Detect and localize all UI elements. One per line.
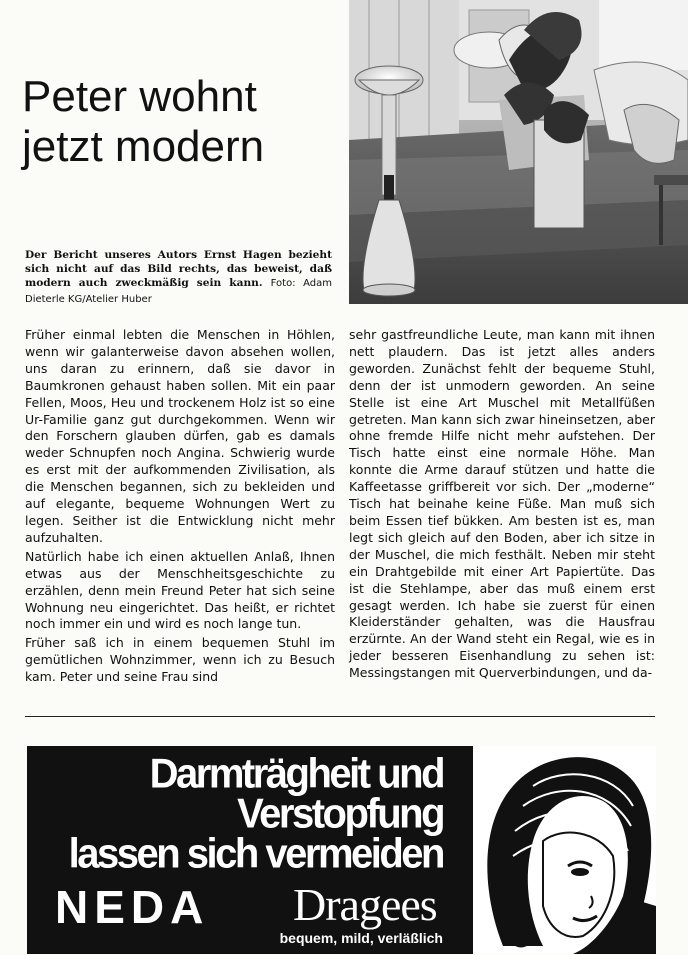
article-title-line1: Peter wohnt	[22, 72, 257, 121]
photo-caption-text: Der Bericht unseres Autors Ernst Hagen bezieht sich nicht auf das Bild rechts, das beweist, daß modern auch zweckmäßig sein kann.	[25, 249, 332, 290]
photo-credit: Foto: Adam Dieterle KG/Atelier Huber	[25, 278, 332, 305]
woman-face-drawing	[473, 746, 656, 954]
article-column-1	[25, 327, 335, 688]
ad-headline-line2: Verstopfung	[237, 790, 443, 838]
interior-photo-image	[349, 0, 688, 304]
photo-caption	[25, 248, 332, 307]
article-paragraph: sehr gastfreundliche Leute, man kann mit ihnen nett plaudern. Das ist jetzt alles anders geworden. Zunächst fehlt der bequeme Stuhl, denn der ist unmodern geworden. An seine Stelle ist eine Art Muschel mit Metallfüßen getreten. Man kann sich zwar hineinsetzen, aber ohne fremde Hilfe nicht mehr aufstehen. Der Tisch hatte einst eine normale Höhe. Man konnte die Arme darauf stützen und hatte die Kaffeetasse griffbereit vor sich. Der „moderne“ Tisch hat beinahe keine Füße. Man muß sich beim Essen tief bükken. Am besten ist es, man legt sich gleich auf den Boden, aber ich sitze in der Muschel, die mich festhält. Neben mir steht ein Drahtgebilde mit einer Art Papiertüte. Das ist die Stehlampe, aber das muß einem erst gesagt werden. Ich habe sie zuerst für einen Kleiderständer gehalten, was die Hausfrau erzürnte. An der Wand steht ein Regal, wie es in jeder besseren Eisenhandlung zu sehen ist: Messingstangen mit Querverbindungen, und da-	[349, 327, 655, 681]
article-title-line2: jetzt modern	[22, 122, 265, 171]
ad-headline-line3: lassen sich vermeiden	[68, 830, 443, 878]
article-paragraph: Früher einmal lebten die Menschen in Höhlen, wenn wir galanterweise davon absehen wollen, uns daran zu erinnern, daß sie davor in Baumkronen gehaust haben sollen. Mit ein paar Fellen, Moos, Heu und trockenem Holz ist so eine Ur-Familie ganz gut durchgekommen. Wenn wir den Forschern glauben dürfen, gab es damals weder Schnupfen noch Angina. Schwierig wurde es erst mit der aufkommenden Zivilisation, als die Menschen begannen, sich zu bekleiden und auf elegante, bequeme Wohnungen Wert zu legen. Seither ist die Entwicklung nicht mehr aufzuhalten.	[25, 327, 335, 545]
ad-product: Dragees	[293, 879, 437, 930]
article-column-2	[349, 327, 655, 684]
article-paragraph: Früher saß ich in einem bequemen Stuhl im gemütlichen Wohnzimmer, wenn ich zu Besuch kam. Peter und seine Frau sind	[25, 635, 335, 685]
article-title	[22, 72, 322, 172]
section-divider	[25, 716, 655, 717]
neda-advertisement	[27, 746, 656, 954]
article-paragraph: Natürlich habe ich einen aktuellen Anlaß, Ihnen etwas aus der Menschheitsgeschichte zu erzählen, denn mein Freund Peter hat sich seine Wohnung neu eingerichtet. Das heißt, er richtet noch immer ein und wird es noch lange tun.	[25, 548, 335, 632]
ad-slogan: bequem, mild, verläßlich	[279, 930, 443, 946]
ad-brand: NEDA	[55, 881, 210, 933]
ad-woman-illustration	[473, 746, 656, 954]
interior-photo	[349, 0, 688, 304]
ad-headline-line1: Darmträgheit und	[149, 750, 443, 798]
